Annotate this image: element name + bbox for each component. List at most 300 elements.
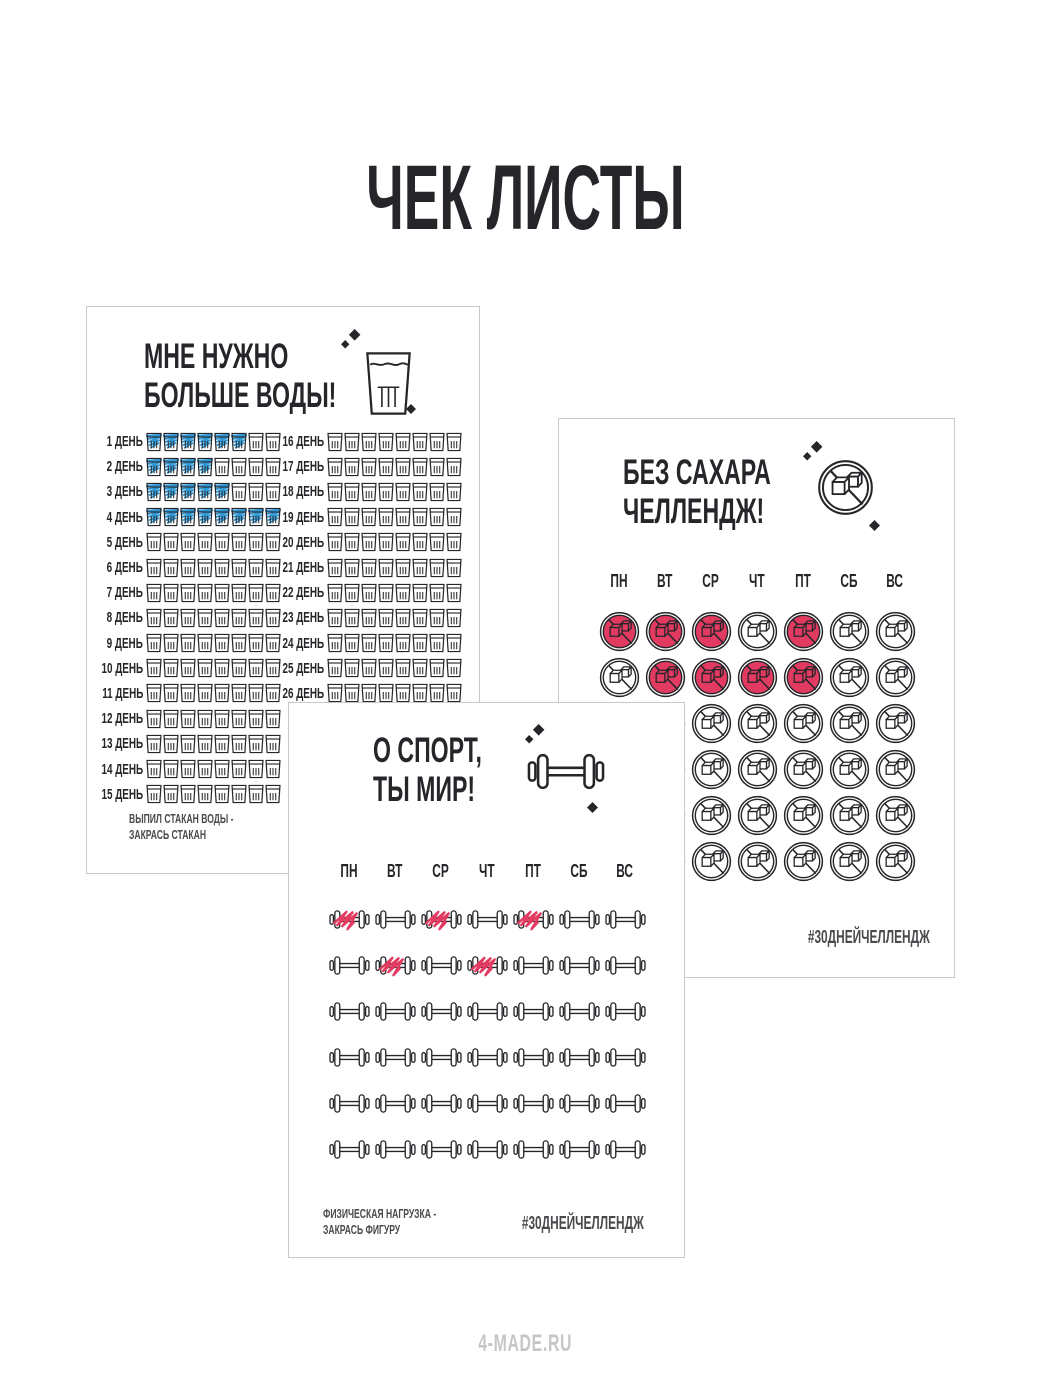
- glass-filled-icon: [146, 507, 162, 527]
- glass-empty-icon: [214, 683, 230, 703]
- glass-empty-icon: [248, 432, 264, 452]
- glass-empty-icon: [197, 683, 213, 703]
- weekday-label: [780, 571, 826, 592]
- water-day-label-text: 9 ДЕНЬ: [106, 634, 143, 652]
- page-title-text: ЧЕК ЛИСТЫ: [365, 147, 685, 249]
- glass-empty-icon: [395, 658, 411, 678]
- no-sugar-icon: [829, 703, 870, 744]
- no-sugar-icon: [737, 703, 778, 744]
- glass-empty-icon: [163, 759, 179, 779]
- sugar-grid-cell: [780, 654, 826, 700]
- glass-empty-icon: [265, 784, 281, 804]
- weekday-label: [734, 571, 780, 592]
- weekday-label-text: ВС: [886, 571, 904, 591]
- water-day-label-text: 15 ДЕНЬ: [101, 785, 143, 803]
- dumbbell-icon: [375, 908, 416, 931]
- glass-empty-icon: [163, 633, 179, 653]
- glass-empty-icon: [214, 759, 230, 779]
- glass-empty-icon: [214, 608, 230, 628]
- water-day-label-text: 14 ДЕНЬ: [101, 760, 143, 778]
- sugar-grid-cell: [734, 654, 780, 700]
- sparkle-icon: [869, 520, 880, 531]
- weekday-label-text: СБ: [570, 861, 588, 881]
- no-sugar-icon: [875, 749, 916, 790]
- water-day-label-text: 17 ДЕНЬ: [282, 458, 324, 476]
- water-day-label: [95, 660, 143, 677]
- glass-empty-icon: [412, 658, 428, 678]
- glass-empty-icon: [180, 709, 196, 729]
- water-day-label: [95, 458, 143, 475]
- glass-empty-icon: [395, 507, 411, 527]
- water-day-row: [95, 756, 282, 781]
- dumbbell-icon: [605, 954, 646, 977]
- water-day-row: [95, 706, 282, 731]
- weekday-label-text: ПН: [610, 571, 628, 591]
- sport-grid-cell: [418, 1034, 464, 1080]
- water-day-row: [269, 605, 463, 630]
- sport-grid-cell: [602, 1080, 648, 1126]
- glass-empty-icon: [446, 507, 462, 527]
- water-day-label-text: 19 ДЕНЬ: [282, 508, 324, 526]
- weekday-label-text: ВТ: [387, 861, 403, 881]
- glass-empty-icon: [180, 558, 196, 578]
- sport-card-title-line1: О СПОРТ,: [373, 731, 482, 770]
- water-card-footer: [129, 811, 287, 843]
- glass-empty-icon: [412, 432, 428, 452]
- sugar-grid-cell: [826, 746, 872, 792]
- glass-empty-icon: [344, 432, 360, 452]
- glass-empty-icon: [395, 633, 411, 653]
- water-day-label-text: 21 ДЕНЬ: [282, 559, 324, 577]
- water-day-label: [269, 635, 324, 652]
- sport-grid-cell: [372, 896, 418, 942]
- water-day-row: [95, 580, 282, 605]
- weekday-label: [872, 571, 918, 592]
- glass-empty-icon: [180, 532, 196, 552]
- sport-grid-cell: [418, 942, 464, 988]
- water-footer-line2: ЗАКРАСЬ СТАКАН: [129, 827, 207, 842]
- sugar-grid-cell: [826, 700, 872, 746]
- sport-grid-cell: [510, 988, 556, 1034]
- glass-empty-icon: [344, 608, 360, 628]
- sugar-grid-cell: [596, 608, 642, 654]
- glass-empty-icon: [180, 658, 196, 678]
- sugar-grid-cell: [642, 608, 688, 654]
- no-sugar-icon: [817, 459, 874, 516]
- glass-empty-icon: [327, 432, 343, 452]
- sport-grid-cell: [556, 1034, 602, 1080]
- sport-grid-cell: [556, 988, 602, 1034]
- dumbbell-icon: [559, 1046, 600, 1069]
- water-day-label-text: 18 ДЕНЬ: [282, 483, 324, 501]
- glass-empty-icon: [265, 734, 281, 754]
- glass-empty-icon: [146, 734, 162, 754]
- glass-empty-icon: [231, 683, 247, 703]
- glass-empty-icon: [378, 507, 394, 527]
- dumbbell-icon: [467, 1000, 508, 1023]
- no-sugar-marked-icon: [691, 657, 732, 698]
- water-day-label: [95, 483, 143, 500]
- water-days-right-column: [269, 429, 463, 706]
- glass-empty-icon: [248, 759, 264, 779]
- water-day-label-text: 26 ДЕНЬ: [282, 684, 324, 702]
- dumbbell-icon: [513, 1000, 554, 1023]
- glass-empty-icon: [146, 633, 162, 653]
- sport-grid-cell: [464, 988, 510, 1034]
- no-sugar-icon: [737, 795, 778, 836]
- water-day-label: [269, 483, 324, 500]
- no-sugar-icon: [691, 703, 732, 744]
- glass-empty-icon: [248, 784, 264, 804]
- glass-filled-icon: [214, 482, 230, 502]
- dumbbell-icon: [329, 1000, 370, 1023]
- water-day-label-text: 13 ДЕНЬ: [101, 735, 143, 753]
- water-day-label-text: 23 ДЕНЬ: [282, 609, 324, 627]
- glass-empty-icon: [197, 583, 213, 603]
- weekday-label-text: ЧТ: [749, 571, 765, 591]
- glass-empty-icon: [180, 633, 196, 653]
- glass-filled-icon: [180, 507, 196, 527]
- glass-filled-icon: [197, 432, 213, 452]
- glass-empty-icon: [446, 432, 462, 452]
- water-day-label-text: 12 ДЕНЬ: [101, 710, 143, 728]
- glass-filled-icon: [146, 432, 162, 452]
- sugar-grid-cell: [596, 654, 642, 700]
- glass-empty-icon: [163, 608, 179, 628]
- water-day-row: [95, 782, 282, 807]
- sport-grid-cell: [418, 988, 464, 1034]
- glass-empty-icon: [214, 709, 230, 729]
- sport-grid-cell: [372, 1034, 418, 1080]
- weekday-label: [596, 571, 642, 592]
- glass-empty-icon: [446, 532, 462, 552]
- glass-empty-icon: [231, 759, 247, 779]
- glass-empty-icon: [378, 658, 394, 678]
- glass-empty-icon: [395, 583, 411, 603]
- glass-empty-icon: [231, 658, 247, 678]
- water-day-label-text: 6 ДЕНЬ: [106, 559, 143, 577]
- glass-empty-icon: [180, 759, 196, 779]
- glass-empty-icon: [429, 558, 445, 578]
- weekday-label: [826, 571, 872, 592]
- sugar-grid-cell: [826, 608, 872, 654]
- weekday-label: [418, 861, 464, 882]
- sport-grid-cell: [326, 1080, 372, 1126]
- glass-empty-icon: [214, 583, 230, 603]
- weekday-label-text: СБ: [840, 571, 858, 591]
- glass-empty-icon: [327, 608, 343, 628]
- weekday-label: [688, 571, 734, 592]
- water-day-label: [95, 609, 143, 626]
- glass-empty-icon: [446, 583, 462, 603]
- water-day-row: [95, 631, 282, 656]
- glass-empty-icon: [146, 784, 162, 804]
- dumbbell-icon: [329, 1046, 370, 1069]
- dumbbell-icon: [605, 1046, 646, 1069]
- dumbbell-icon: [605, 908, 646, 931]
- no-sugar-icon: [783, 795, 824, 836]
- dumbbell-icon: [559, 1138, 600, 1161]
- no-sugar-icon: [737, 749, 778, 790]
- sugar-hashtag: [745, 927, 930, 948]
- water-day-row: [95, 530, 282, 555]
- glass-empty-icon: [344, 457, 360, 477]
- water-day-row: [269, 454, 463, 479]
- sport-grid-cell: [602, 988, 648, 1034]
- glass-empty-icon: [395, 432, 411, 452]
- weekday-label-text: ВТ: [657, 571, 673, 591]
- water-day-label: [269, 534, 324, 551]
- glass-empty-icon: [344, 658, 360, 678]
- glass-filled-icon: [214, 432, 230, 452]
- glass-empty-icon: [248, 558, 264, 578]
- water-day-label-text: 22 ДЕНЬ: [282, 584, 324, 602]
- watermark-text: 4-MADE.RU: [478, 1330, 572, 1357]
- sport-grid-cell: [418, 1080, 464, 1126]
- sport-grid-cell: [372, 1126, 418, 1172]
- glass-empty-icon: [163, 709, 179, 729]
- sugar-grid-cell: [734, 838, 780, 884]
- glass-empty-icon: [197, 608, 213, 628]
- glass-empty-icon: [197, 633, 213, 653]
- water-day-row: [95, 429, 282, 454]
- sport-grid-cell: [464, 1126, 510, 1172]
- glass-empty-icon: [231, 583, 247, 603]
- glass-filled-icon: [197, 482, 213, 502]
- water-day-label-text: 2 ДЕНЬ: [106, 458, 143, 476]
- sport-grid-cell: [464, 1080, 510, 1126]
- dumbbell-marked-icon: [329, 908, 370, 931]
- sport-grid-cell: [556, 942, 602, 988]
- dumbbell-icon: [467, 1138, 508, 1161]
- sugar-card-title: [623, 453, 847, 531]
- weekday-label: [642, 571, 688, 592]
- glass-empty-icon: [361, 532, 377, 552]
- glass-empty-icon: [265, 709, 281, 729]
- water-day-label: [269, 584, 324, 601]
- glass-empty-icon: [446, 558, 462, 578]
- no-sugar-marked-icon: [599, 611, 640, 652]
- dumbbell-icon: [421, 1046, 462, 1069]
- glass-empty-icon: [197, 759, 213, 779]
- no-sugar-marked-icon: [645, 657, 686, 698]
- glass-empty-icon: [412, 482, 428, 502]
- glass-empty-icon: [361, 482, 377, 502]
- no-sugar-marked-icon: [691, 611, 732, 652]
- glass-empty-icon: [327, 558, 343, 578]
- glass-empty-icon: [429, 633, 445, 653]
- glass-empty-icon: [248, 583, 264, 603]
- weekday-label-text: ПТ: [525, 861, 541, 881]
- sport-grid-cell: [556, 1080, 602, 1126]
- water-day-label-text: 1 ДЕНЬ: [106, 433, 143, 451]
- sport-grid-cell: [510, 1080, 556, 1126]
- water-day-label-text: 8 ДЕНЬ: [106, 609, 143, 627]
- sugar-grid-cell: [872, 654, 918, 700]
- sugar-grid-cell: [734, 792, 780, 838]
- sugar-grid-cell: [688, 654, 734, 700]
- glass-empty-icon: [231, 532, 247, 552]
- glass-empty-icon: [429, 482, 445, 502]
- glass-empty-icon: [327, 507, 343, 527]
- glass-filled-icon: [163, 507, 179, 527]
- glass-empty-icon: [395, 532, 411, 552]
- dumbbell-icon: [421, 954, 462, 977]
- glass-empty-icon: [231, 734, 247, 754]
- water-day-label: [95, 710, 143, 727]
- glass-filled-icon: [231, 432, 247, 452]
- weekday-label-text: ПТ: [795, 571, 811, 591]
- sparkle-icon: [406, 404, 416, 414]
- page-title: [0, 146, 1050, 251]
- glass-empty-icon: [248, 457, 264, 477]
- glass-filled-icon: [197, 457, 213, 477]
- water-day-label: [269, 609, 324, 626]
- glass-filled-icon: [214, 507, 230, 527]
- no-sugar-icon: [691, 841, 732, 882]
- water-day-label: [95, 534, 143, 551]
- water-day-row: [95, 731, 282, 756]
- glass-empty-icon: [361, 683, 377, 703]
- dumbbell-icon: [375, 1046, 416, 1069]
- dumbbell-icon: [605, 1000, 646, 1023]
- sport-grid-cell: [602, 896, 648, 942]
- dumbbell-icon: [467, 908, 508, 931]
- dumbbell-icon: [329, 1092, 370, 1115]
- glass-empty-icon: [248, 709, 264, 729]
- water-day-label-text: 20 ДЕНЬ: [282, 533, 324, 551]
- water-day-label-text: 11 ДЕНЬ: [101, 684, 143, 702]
- water-day-label: [95, 433, 143, 450]
- sugar-grid-cell: [780, 608, 826, 654]
- glass-empty-icon: [446, 608, 462, 628]
- sugar-grid-cell: [780, 700, 826, 746]
- glass-empty-icon: [163, 683, 179, 703]
- glass-empty-icon: [412, 683, 428, 703]
- glass-empty-icon: [361, 507, 377, 527]
- glass-empty-icon: [214, 734, 230, 754]
- water-day-label: [95, 761, 143, 778]
- no-sugar-icon: [691, 795, 732, 836]
- glass-empty-icon: [146, 759, 162, 779]
- water-day-label: [269, 433, 324, 450]
- glass-empty-icon: [327, 532, 343, 552]
- glass-empty-icon: [231, 558, 247, 578]
- no-sugar-icon: [599, 657, 640, 698]
- glass-empty-icon: [361, 457, 377, 477]
- water-day-row: [269, 631, 463, 656]
- glass-empty-icon: [180, 683, 196, 703]
- sport-tracker-grid: [326, 896, 648, 1172]
- sport-grid-cell: [326, 896, 372, 942]
- glass-empty-icon: [231, 709, 247, 729]
- water-day-row: [269, 505, 463, 530]
- sport-grid-cell: [326, 1126, 372, 1172]
- glass-empty-icon: [429, 532, 445, 552]
- dumbbell-icon: [513, 1138, 554, 1161]
- weekday-label-text: СР: [432, 861, 450, 881]
- glass-filled-icon: [163, 457, 179, 477]
- sugar-grid-cell: [780, 792, 826, 838]
- glass-filled-icon: [231, 507, 247, 527]
- water-day-label: [95, 685, 143, 702]
- water-day-label: [269, 559, 324, 576]
- sugar-grid-cell: [826, 654, 872, 700]
- sport-grid-cell: [510, 896, 556, 942]
- sport-grid-cell: [464, 1034, 510, 1080]
- glass-empty-icon: [378, 532, 394, 552]
- dumbbell-icon: [467, 1046, 508, 1069]
- no-sugar-icon: [875, 841, 916, 882]
- no-sugar-marked-icon: [783, 657, 824, 698]
- sugar-grid-cell: [734, 746, 780, 792]
- sport-grid-cell: [510, 1034, 556, 1080]
- glass-empty-icon: [412, 583, 428, 603]
- water-day-row: [95, 555, 282, 580]
- water-day-label: [269, 685, 324, 702]
- glass-empty-icon: [231, 457, 247, 477]
- dumbbell-icon: [513, 1046, 554, 1069]
- water-day-label-text: 3 ДЕНЬ: [106, 483, 143, 501]
- dumbbell-marked-icon: [513, 908, 554, 931]
- sugar-grid-cell: [826, 838, 872, 884]
- glass-empty-icon: [248, 734, 264, 754]
- glass-empty-icon: [327, 633, 343, 653]
- water-day-label: [95, 584, 143, 601]
- dumbbell-icon: [605, 1092, 646, 1115]
- sport-card-title-line2: ТЫ МИР!: [373, 770, 476, 809]
- sport-grid-cell: [464, 896, 510, 942]
- water-day-label: [269, 660, 324, 677]
- glass-empty-icon: [378, 608, 394, 628]
- glass-empty-icon: [248, 658, 264, 678]
- water-day-label-text: 24 ДЕНЬ: [282, 634, 324, 652]
- glass-empty-icon: [429, 583, 445, 603]
- glass-empty-icon: [429, 608, 445, 628]
- sport-grid-cell: [556, 896, 602, 942]
- sparkle-icon: [803, 441, 824, 461]
- glass-empty-icon: [378, 482, 394, 502]
- glass-empty-icon: [378, 432, 394, 452]
- no-sugar-icon: [783, 703, 824, 744]
- watermark: [0, 1330, 1050, 1358]
- glass-empty-icon: [412, 532, 428, 552]
- sugar-grid-cell: [872, 838, 918, 884]
- dumbbell-icon: [375, 1000, 416, 1023]
- dumbbell-icon: [559, 1092, 600, 1115]
- dumbbell-icon: [559, 1000, 600, 1023]
- no-sugar-marked-icon: [645, 611, 686, 652]
- water-day-row: [95, 479, 282, 504]
- sugar-grid-cell: [826, 792, 872, 838]
- glass-empty-icon: [395, 683, 411, 703]
- dumbbell-icon: [513, 1092, 554, 1115]
- glass-empty-icon: [197, 532, 213, 552]
- dumbbell-icon: [375, 1092, 416, 1115]
- glass-empty-icon: [395, 457, 411, 477]
- glass-empty-icon: [395, 608, 411, 628]
- glass-empty-icon: [446, 457, 462, 477]
- sport-grid-cell: [510, 1126, 556, 1172]
- water-day-label-text: 10 ДЕНЬ: [101, 659, 143, 677]
- glass-empty-icon: [429, 658, 445, 678]
- water-card-title-line1: МНЕ НУЖНО: [144, 337, 289, 376]
- water-day-row: [95, 505, 282, 530]
- sport-grid-cell: [326, 1034, 372, 1080]
- glass-empty-icon: [197, 558, 213, 578]
- weekday-label: [556, 861, 602, 882]
- no-sugar-icon: [829, 611, 870, 652]
